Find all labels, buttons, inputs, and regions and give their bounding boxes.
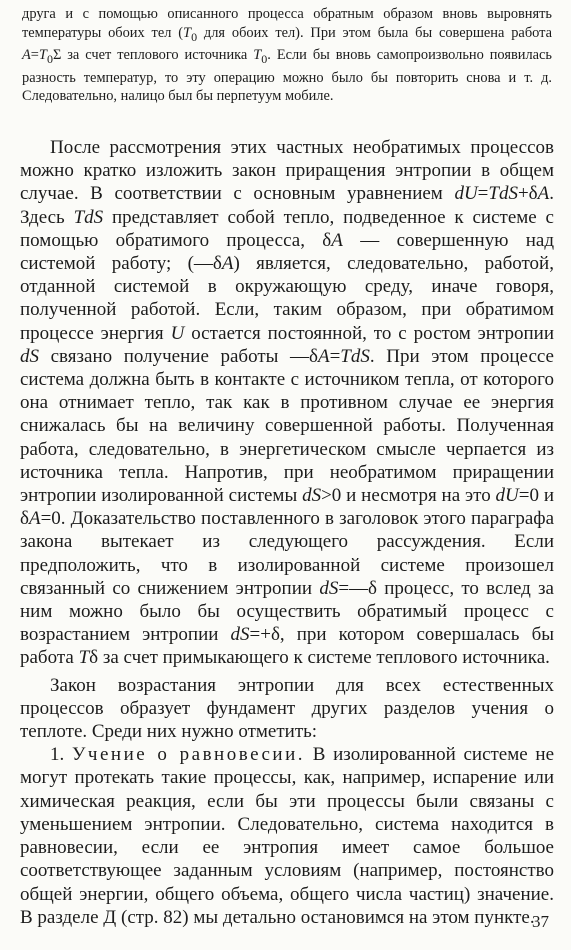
item-text: В изолированной системе не могут протекать такие процессы, как, например, испарение или химическая реакция, если бы эти процессы были связаны с уменьшением энтропии. Следовательно, система находится в равновесии, если ее энтропия имеет самое большое соответствующее заданным условиям (например, постоянство общей энергии, общего объема, общего числа частиц) значение. В разделе Д (стр. 82) мы детально остановимся на этом пункте. — [20, 744, 555, 928]
main-text — [20, 136, 554, 929]
entropy-paragraph: После рассмотрения этих частных необратимых процессов можно кратко изложить закон приращения энтропии в общем случае. В соответствии с основным уравнением dU=TdS+δA. Здесь TdS представляет собой тепло, подведенное к системе с помощью обратимого процесса, δA — совершенную над системой работу; (—δA) является, следовательно, работой, отданной системой в окружающую среду, иначе говоря, полученной работой. Если, таким образом, при обратимом процессе энергия U остается постоянной, то с ростом энтропии dS связано получение работы —δA=TdS. При этом процессе система должна быть в контакте с источником тепла, от которого она отнимает тепло, так как в противном случае ее энергия снижалась бы на величину совершенной работы. Полученная работа, следовательно, в энергетическом смысле черпается из источника тепла. Напротив, при необратимом приращении энтропии изолированной системы dS>0 и несмотря на это dU=0 и δA=0. Доказательство поставленного в заголовок этого параграфа закона вытекает из следующего рассуждения. Если предположить, что в изолированной системе произошел связанный со снижением энтропии dS=—δ процесс, то вслед за ним можно было бы осуществить обратимый процесс с возрастанием энтропии dS=+δ, при котором совершалась бы работа Tδ за счет примыкающего к системе теплового источника. — [20, 137, 555, 669]
page-number: 37 — [532, 912, 549, 931]
item-number: 1. — [50, 744, 65, 766]
law-paragraph: Закон возрастания энтропии для всех естественных процессов образует фундамент других разделов учения о теплоте. Среди них нужно отметить: — [20, 674, 554, 743]
top-paragraph: друга и с помощью описанного процесса обратным образом вновь выровнять температуры обоих тел ($T_0$ для обоих тел). При этом была бы совершена работа $A=T_0\Sigma$ за счет теплового источника $T_0$. Если бы вновь самопроизвольно появилась разность температур, то эту операцию можно было бы повторить снова и т. д. Следовательно, налицо был бы перпетуум мобиле. — [22, 6, 552, 105]
item-heading: Учение о равновесии. — [71, 744, 305, 766]
list-item-equilibrium — [20, 743, 554, 929]
